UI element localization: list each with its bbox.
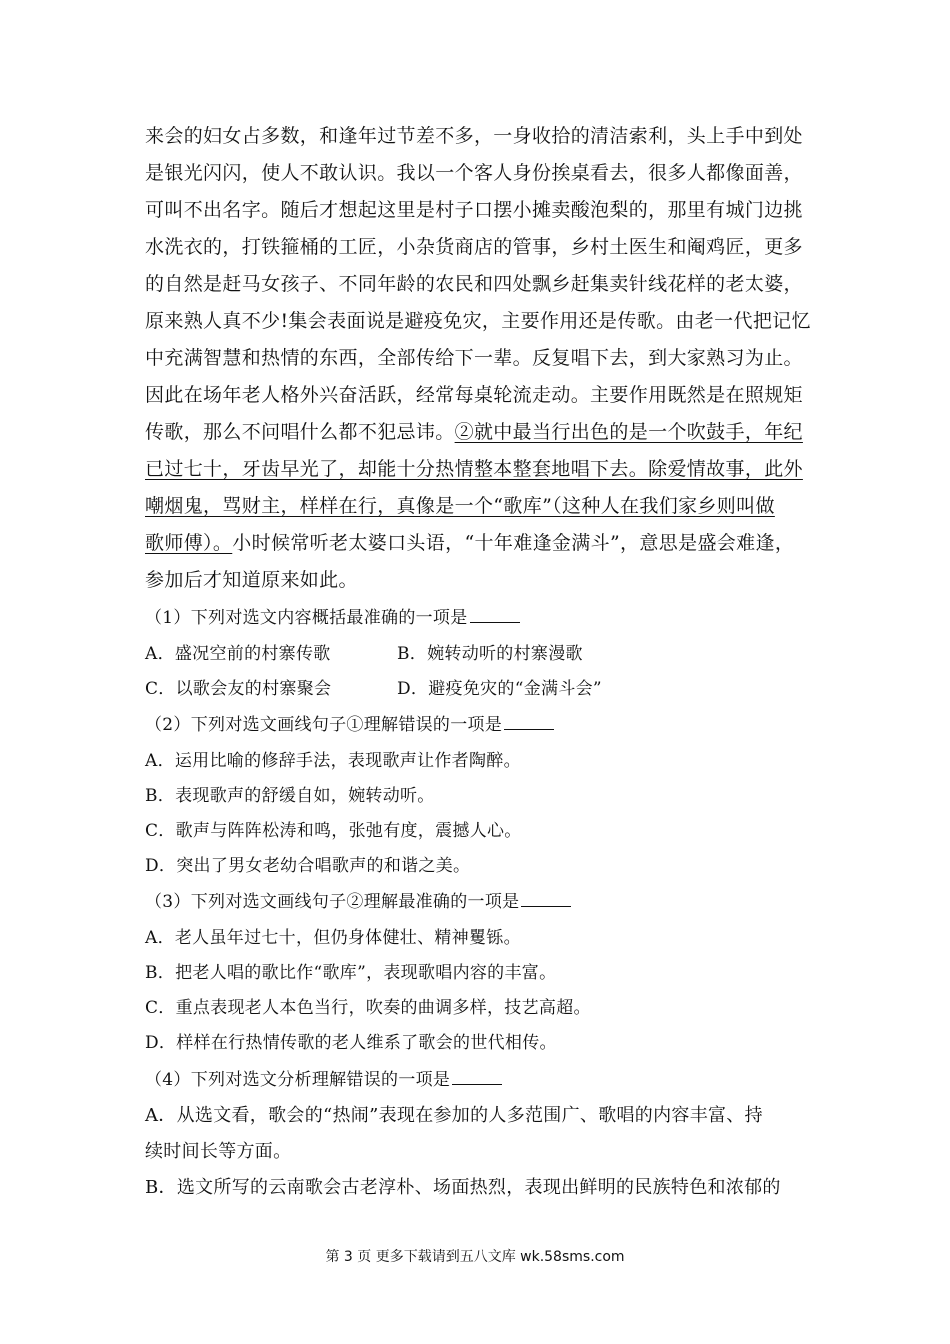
page-footer: 第 3 页 更多下载请到五八文库 wk.58sms.com xyxy=(325,1249,625,1265)
passage-line-9 xyxy=(145,419,803,445)
passage-line-3: 可叫不出名字。随后才想起这里是村子口摆小摊卖酸泡梨的，那里有城门边挑 xyxy=(145,199,803,221)
question-4-stem xyxy=(145,1068,502,1092)
underlined-sentence-2-line-3: 嘲烟鬼，骂财主，样样在行，真像是一个“歌库”（这种人在我们家乡则叫做 xyxy=(145,495,775,517)
passage-line-6: 原来熟人真不少!集会表面说是避疫免灾，主要作用还是传歌。由老一代把记忆 xyxy=(145,310,811,332)
question-1-option-d: D．避疫免灾的“金满斗会” xyxy=(397,679,602,699)
question-3-option-d: D．样样在行热情传歌的老人维系了歌会的世代相传。 xyxy=(145,1033,557,1053)
passage-line-12-plain: 小时候常听老太婆口头语，“十年难逢金满斗”，意思是盛会难逢， xyxy=(232,532,795,554)
question-2-option-b: B．表现歌声的舒缓自如，婉转动听。 xyxy=(145,786,435,806)
passage-line-9-plain: 传歌，那么不问唱什么都不犯忌讳。 xyxy=(145,421,455,443)
answer-blank-2[interactable] xyxy=(504,713,554,730)
question-2-stem xyxy=(145,713,554,737)
passage-line-1: 来会的妇女占多数，和逢年过节差不多，一身收拾的清洁索利，头上手中到处 xyxy=(145,125,803,147)
passage-line-8: 因此在场年老人格外兴奋活跃，经常每桌轮流走动。主要作用既然是在照规矩 xyxy=(145,384,803,406)
passage-line-13: 参加后才知道原来如此。 xyxy=(145,569,358,591)
answer-blank-3[interactable] xyxy=(521,890,571,907)
question-2-option-c: C．歌声与阵阵松涛和鸣，张弛有度，震撼人心。 xyxy=(145,821,522,841)
passage-line-5: 的自然是赶马女孩子、不同年龄的农民和四处飘乡赶集卖针线花样的老太婆， xyxy=(145,273,803,295)
question-3-text: （3）下列对选文画线句子②理解最准确的一项是 xyxy=(145,892,520,912)
question-1-stem xyxy=(145,606,520,630)
question-4-option-a-line-2: 续时间长等方面。 xyxy=(145,1141,292,1162)
passage-line-7: 中充满智慧和热情的东西，全部传给下一辈。反复唱下去，到大家熟习为止。 xyxy=(145,347,803,369)
question-1-option-b: B．婉转动听的村寨漫歌 xyxy=(397,644,583,664)
question-2-option-a: A．运用比喻的修辞手法，表现歌声让作者陶醉。 xyxy=(145,751,521,771)
question-4-option-a-line-1: A．从选文看，歌会的“热闹”表现在参加的人多范围广、歌唱的内容丰富、持 xyxy=(145,1105,763,1126)
answer-blank-4[interactable] xyxy=(452,1068,502,1085)
question-2-text: （2）下列对选文画线句子①理解错误的一项是 xyxy=(145,715,503,735)
question-1-option-c: C．以歌会友的村寨聚会 xyxy=(145,679,332,699)
question-3-option-b: B．把老人唱的歌比作“歌库”，表现歌唱内容的丰富。 xyxy=(145,963,557,983)
answer-blank-1[interactable] xyxy=(470,606,520,623)
question-3-stem xyxy=(145,890,571,914)
question-4-text: （4）下列对选文分析理解错误的一项是 xyxy=(145,1070,451,1090)
question-3-option-c: C．重点表现老人本色当行，吹奏的曲调多样，技艺高超。 xyxy=(145,998,591,1018)
question-2-option-d: D．突出了男女老幼合唱歌声的和谐之美。 xyxy=(145,856,471,876)
question-3-option-a: A．老人虽年过七十，但仍身体健壮、精神矍铄。 xyxy=(145,928,521,948)
passage-line-12 xyxy=(145,530,794,556)
passage-line-4: 水洗衣的，打铁箍桶的工匠，小杂货商店的管事，乡村土医生和阉鸡匠，更多 xyxy=(145,236,803,258)
question-4-option-b-line-1: B．选文所写的云南歌会古老淳朴、场面热烈，表现出鲜明的民族特色和浓郁的 xyxy=(145,1177,781,1198)
underlined-sentence-2-end: 歌师傅）。 xyxy=(145,532,233,554)
underlined-sentence-2-line-2: 已过七十，牙齿早光了，却能十分热情整本整套地唱下去。除爱情故事，此外 xyxy=(145,458,803,480)
question-1-text: （1）下列对选文内容概括最准确的一项是 xyxy=(145,608,468,628)
underlined-sentence-2-start: ②就中最当行出色的是一个吹鼓手，年纪 xyxy=(454,421,803,443)
question-1-option-a: A．盛况空前的村寨传歌 xyxy=(145,644,331,664)
passage-line-2: 是银光闪闪，使人不敢认识。我以一个客人身份挨桌看去，很多人都像面善， xyxy=(145,162,803,184)
